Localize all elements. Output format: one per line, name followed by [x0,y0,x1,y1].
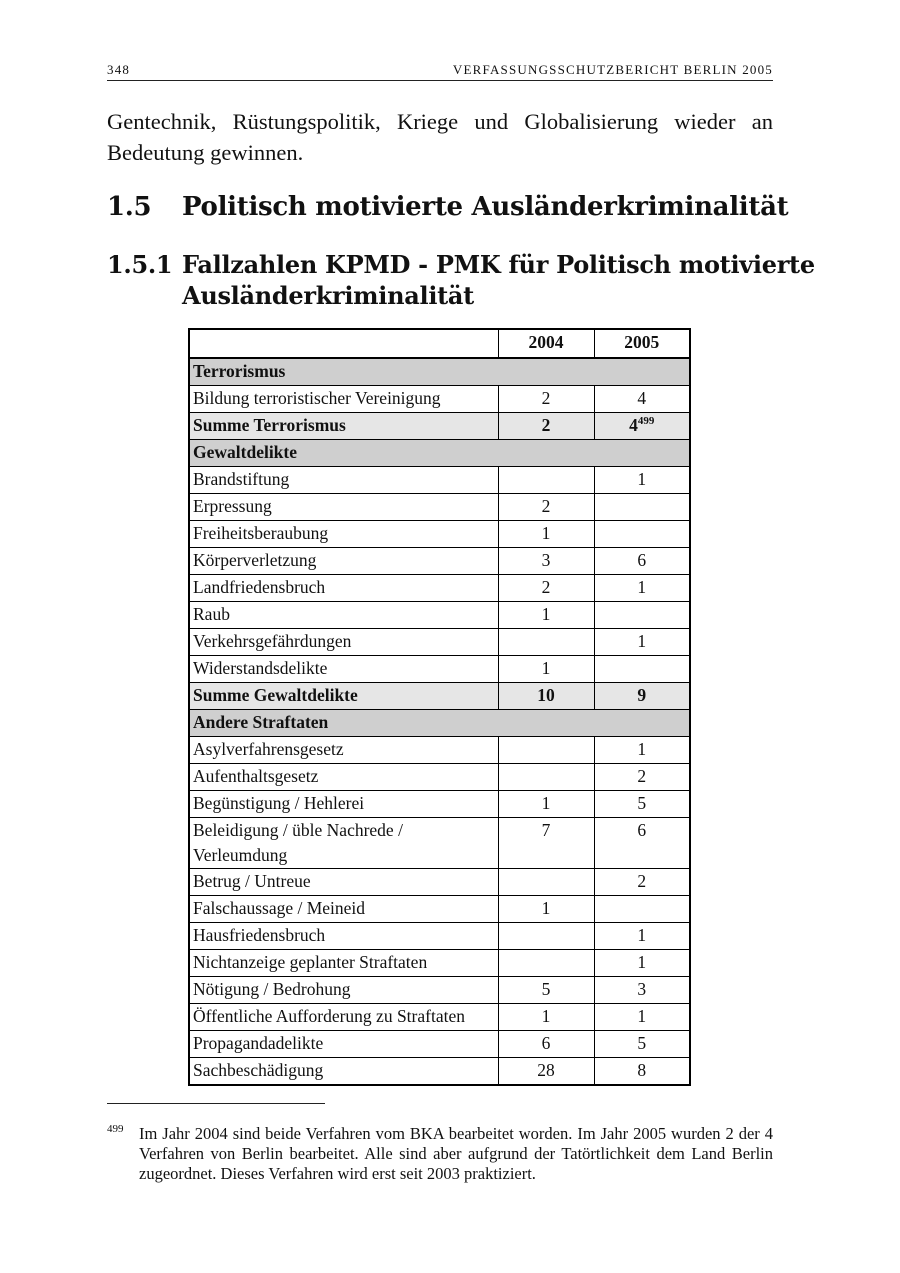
row-label: Erpressung [189,494,498,521]
table-row [189,869,690,896]
value-2005: 9 [594,683,690,710]
value-2004: 7 [498,818,594,869]
header-2005: 2005 [594,329,690,358]
header-empty-cell [189,329,498,358]
value-2005 [594,896,690,923]
value-2005: 1 [594,950,690,977]
footnote-499 [107,1124,773,1184]
row-label: Landfriedensbruch [189,575,498,602]
row-label: Asylverfahrensgesetz [189,737,498,764]
table-row [189,1058,690,1086]
value-2004: 2 [498,413,594,440]
value-2005: 5 [594,791,690,818]
value-2005: 3 [594,977,690,1004]
value-2004 [498,923,594,950]
value-2005 [594,494,690,521]
section-row-andere-straftaten [189,710,690,737]
value-2004: 2 [498,494,594,521]
subsection-number: 1.5.1 [107,250,173,279]
value-2005: 5 [594,1031,690,1058]
table-row [189,575,690,602]
page-number: 348 [107,62,131,77]
row-label: Propagandadelikte [189,1031,498,1058]
value-2004 [498,869,594,896]
row-label: Betrug / Untreue [189,869,498,896]
table-row [189,494,690,521]
value-2004 [498,737,594,764]
value-2004: 1 [498,896,594,923]
value-2004: 1 [498,1004,594,1031]
section-number: 1.5 [107,192,152,222]
value-2004: 5 [498,977,594,1004]
table-row [189,656,690,683]
row-label: Bildung terroristischer Vereinigung [189,386,498,413]
value-2005: 2 [594,764,690,791]
value-2004: 28 [498,1058,594,1086]
section-row-terrorismus [189,358,690,386]
table-row [189,1031,690,1058]
row-label-line2: Verleumdung [193,845,288,865]
value-2005: 4 [629,415,638,435]
row-label-line1: Beleidigung / üble Nachrede / [193,820,403,840]
table-row [189,1004,690,1031]
value-2005: 1 [594,923,690,950]
row-label: Falschaussage / Meineid [189,896,498,923]
row-label: Nötigung / Bedrohung [189,977,498,1004]
subsection-heading [107,249,815,311]
row-label: Summe Terrorismus [189,413,498,440]
value-2005: 1 [594,575,690,602]
table-row [189,764,690,791]
footnote-separator [107,1103,325,1104]
value-2004: 1 [498,602,594,629]
section-row-gewaltdelikte [189,440,690,467]
value-2005 [594,602,690,629]
section-title: Politisch motivierte Ausländerkriminalität [182,192,789,222]
footnote-ref-499[interactable]: 499 [637,415,655,428]
value-2004: 3 [498,548,594,575]
table-row [189,818,690,869]
row-label: Nichtanzeige geplanter Straftaten [189,950,498,977]
table-row [189,467,690,494]
footnote-number: 499 [107,1123,124,1135]
value-2005: 1 [594,737,690,764]
value-2005 [594,656,690,683]
row-label: Sachbeschädigung [189,1058,498,1086]
value-2005 [594,521,690,548]
value-2005-cell [594,413,690,440]
value-2005: 2 [594,869,690,896]
running-title: VERFASSUNGSSCHUTZBERICHT BERLIN 2005 [452,62,773,77]
section-label: Gewaltdelikte [189,440,690,467]
row-label: Verkehrsgefährdungen [189,629,498,656]
footnote-text: Im Jahr 2004 sind beide Verfahren vom BKA bearbeitet worden. Im Jahr 2005 wurden 2 der 4 Verfahren von Berlin bearbeitet. Alle sind aber aufgrund der Tatörtlichkeit dem Land Berlin zugeordnet. Dieses Verfahren wird erst seit 2003 praktiziert. [139,1124,773,1183]
section-heading [107,192,788,222]
value-2004: 1 [498,521,594,548]
value-2005: 1 [594,1004,690,1031]
value-2004: 10 [498,683,594,710]
running-header [107,58,773,81]
row-label: Raub [189,602,498,629]
table-row [189,896,690,923]
table-row [189,602,690,629]
case-statistics-table [188,328,691,1086]
value-2004: 1 [498,791,594,818]
row-label: Summe Gewaltdelikte [189,683,498,710]
value-2004 [498,764,594,791]
row-label: Brandstiftung [189,467,498,494]
table-row [189,521,690,548]
value-2004: 2 [498,386,594,413]
value-2005: 6 [594,548,690,575]
sum-row-gewaltdelikte [189,683,690,710]
row-label: Begünstigung / Hehlerei [189,791,498,818]
value-2005: 4 [594,386,690,413]
table-row [189,977,690,1004]
value-2005: 1 [594,467,690,494]
table-row [189,386,690,413]
value-2004: 6 [498,1031,594,1058]
value-2005: 1 [594,629,690,656]
table-row [189,791,690,818]
row-label: Hausfriedensbruch [189,923,498,950]
row-label: Öffentliche Aufforderung zu Straftaten [189,1004,498,1031]
value-2004 [498,467,594,494]
table-row [189,737,690,764]
table-row [189,629,690,656]
header-2004: 2004 [498,329,594,358]
row-label [189,818,498,869]
row-label: Widerstandsdelikte [189,656,498,683]
value-2004: 2 [498,575,594,602]
value-2004 [498,950,594,977]
subsection-title-line2: Ausländerkriminalität [182,281,474,310]
table-row [189,548,690,575]
sum-row-terrorismus [189,413,690,440]
subsection-title-line1: Fallzahlen KPMD - PMK für Politisch motivierte [182,250,815,279]
section-label: Terrorismus [189,358,690,386]
row-label: Freiheitsberaubung [189,521,498,548]
value-2005: 6 [594,818,690,869]
intro-paragraph: Gentechnik, Rüstungspolitik, Kriege und Globalisierung wieder an Bedeutung gewinnen. [107,109,773,165]
table-row [189,923,690,950]
table-header-row [189,329,690,358]
value-2005: 8 [594,1058,690,1086]
value-2004: 1 [498,656,594,683]
value-2004 [498,629,594,656]
row-label: Körperverletzung [189,548,498,575]
table-row [189,950,690,977]
section-label: Andere Straftaten [189,710,690,737]
row-label: Aufenthaltsgesetz [189,764,498,791]
